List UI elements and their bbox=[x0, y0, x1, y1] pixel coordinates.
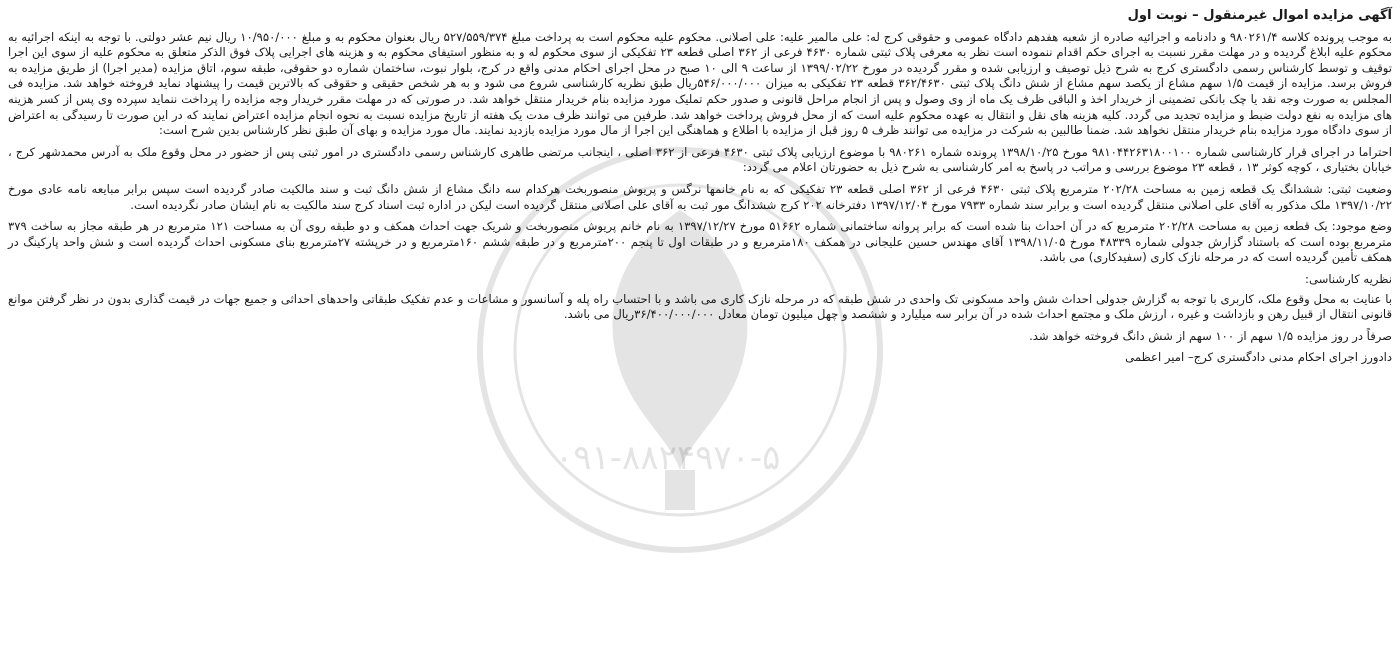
notice-paragraph-registration-status: وضعیت ثبتی: ششدانگ یک قطعه زمین به مساحت ۲۰۲/۲۸ مترمربع پلاک ثبتی ۴۶۳۰ فرعی از ۳۶۲ اصلی قطعه ۲۳ تفکیکی که به نام خانمها نرگس و پریوش منصوربخت هرکدام سه دانگ مشاع از شش دانگ ثبت و سند مالکیت صادر گردیده است سپس برابر مبایعه نامه عادی مورخ ۱۳۹۷/۱۰/۲۲ ملک مذکور به آقای علی اصلانی منتقل گردیده است و برابر سند شماره ۷۹۳۳ مورخ ۱۳۹۷/۱۲/۰۴ دفترخانه ۲۰۲ کرج ششدانگ مور ثبت به آقای علی اصلانی منتقل گردیده است لیکن در اداره ثبت اسناد کرج سند مالکیت به نام ایشان صادر نگردیده است. bbox=[8, 181, 1392, 212]
notice-paragraph-expert-order: احتراما در اجرای قرار کارشناسی شماره ۹۸۱۰۴۴۲۶۳۱۸۰۰۱۰۰ مورخ ۱۳۹۸/۱۰/۲۵ پرونده شماره ۹۸۰۲۶۱ با موضوع ارزیابی پلاک ثبتی ۴۶۳۰ فرعی از ۳۶۲ اصلی ، اینجانب مرتضی طاهری کارشناس رسمی دادگستری در امور ثبتی پس از حضور در محل وقوع ملک به آدرس محمدشهر کرج ، خیابان بختیاری ، کوچه کوثر ۱۳ ، قطعه ۲۳ موضوع بررسی و مراتب در پاسخ به امر کارشناسی به شرح ذیل به حضورتان اعلام می گردد: bbox=[8, 144, 1392, 175]
auction-notice bbox=[8, 8, 1392, 372]
notice-paragraph-current-status: وضع موجود: یک قطعه زمین به مساحت ۲۰۲/۲۸ مترمربع که در آن احداث بنا شده است که برابر پروانه ساختمانی شماره ۵۱۶۶۲ مورخ ۱۳۹۷/۱۲/۲۷ به نام خانم پریوش منصوربخت و شریک جهت احداث همکف و دو طبقه روی آن به مساحت ۱۲۱ مترمربع در هر طبقه مجاز به ساخت ۳۷۹ مترمربع بوده است که باستناد گزارش جدولی شماره ۴۸۳۳۹ مورخ ۱۳۹۸/۱۱/۰۵ آقای مهندس حسین علیجانی در همکف ۱۸۰مترمربع و در طبقات اول تا پنجم ۲۰۰مترمربع و در طبقه ششم ۱۶۰مترمربع و در خرپشته ۲۷مترمربع بنای مسکونی احداث گردیده است و شش واحد پارکینگ در همکف تأمین گردیده است که در مرحله نازک کاری (سفیدکاری) می باشد. bbox=[8, 219, 1393, 265]
notice-heading-expert-opinion: نظریه کارشناسی: bbox=[1305, 271, 1392, 286]
notice-paragraph-sale-share: صرفاً در روز مزایده ۱/۵ سهم از ۱۰۰ سهم از شش دانگ فروخته خواهد شد. bbox=[1029, 328, 1392, 343]
notice-paragraph-expert-opinion: با عنایت به محل وقوع ملک، کاربری با توجه به گزارش جدولی احداث شش واحد مسکونی تک واحدی در شش طبقه که در مرحله نازک کاری می باشد و با احتساب راه پله و آسانسور و مشاعات و عدم تفکیک طبقاتی واحدهای احداثی و جمیع جهات در قیمت گذاری بدون در نظر گرفتن موانع قانونی انتقال از قبیل رهن و بازداشت و غیره ، ارزش ملک و مجتمع احداث شده در آن برابر سه میلیارد و ششصد و چهل میلیون تومان معادل ۳۶/۴۰۰/۰۰۰/۰۰۰ریال می باشد. bbox=[8, 291, 1392, 322]
notice-title: آگهی مزایده اموال غیرمنقول – نوبت اول bbox=[1127, 8, 1392, 23]
watermark-phone: ۰۹۱-۸۸۲۴۹۷۰-۵ bbox=[555, 438, 781, 478]
notice-paragraph-case: به موجب پرونده کلاسه ۹۸۰۲۶۱/۴ و دادنامه و اجرائیه صادره از شعبه هفدهم دادگاه عمومی و حقوقی کرج له: علی مالمیر علیه: علی اصلانی. محکوم علیه محکوم است به پرداخت مبلغ ۵۲۷/۵۵۹/۳۷۴ ریال بعنوان محکوم به و مبلغ ۱۰/۹۵۰/۰۰۰ ریال نیم عشر دولتی. با توجه به اینکه اجرائیه به محکوم علیه ابلاغ گردیده و در مهلت مقرر نسبت به اجرای حکم اقدام ننموده است نظر به معرفی پلاک ثبتی شماره ۴۶۳۰ فرعی از ۳۶۲ اصلی قطعه ۲۳ تفکیکی از سوی محکوم له و به منظور استیفای محکوم به و هزینه های اجرایی پلاک فوق الذکر متعلق به محکوم علیه از سوی این اجرا توقیف و توسط کارشناس رسمی دادگستری کرج به شرح ذیل توصیف و ارزیابی شده و مقرر گردیده در مورخ ۱۳۹۹/۰۲/۲۲ از ساعت ۹ الی ۱۰ صبح در محل اجرای احکام مدنی واقع در کرج، بلوار نبوت، ساختمان شماره دو حقوقی، طبقه سوم، اتاق مزایده (مدیر اجرا) از طریق مزایده به فروش برسد. مزایده از قیمت ۱/۵ سهم مشاع از یکصد سهم مشاع از شش دانگ پلاک ثبتی ۳۶۲/۴۶۳۰ قطعه ۲۳ تفکیکی به میزان ۵۴۶/۰۰۰/۰۰۰ریال طبق نظریه کارشناسی شروع می شود و به هر شخص حقیقی و حقوقی که بالاترین قیمت را پیشنهاد نماید فروخته خواهد شد. مزایده فی المجلس به صورت وجه نقد یا چک بانکی تضمینی از خریدار اخذ و الباقی ظرف یک ماه از وی وصول و پس از انجام مراحل قانونی و صدور حکم تملیک مورد مزایده بنام خریدار منتقل خواهد شد. در صورتی که در مهلت مقرر خریدار وجه مزایده را پرداخت ننماید سپرده وی پس از کسر هزینه های مزایده به نفع دولت ضبط و مزایده تجدید می گردد. کلیه هزینه های نقل و انتقال به عهده محکوم علیه است که از محل فروش پرداخت خواهد شد. طرفین می توانند ظرف مدت یک هفته از تاریخ مزایده نسبت به نحوه انجام مزایده اعتراض نمایند که در این صورت تا رسیدگی به اعتراض از سوی دادگاه مورد مزایده بنام خریدار منتقل نخواهد شد. ضمنا طالبین به شرکت در مزایده می توانند ظرف ۵ روز قبل از مزایده با اطلاع و هماهنگی این اجرا از مال مورد مزایده بازدید نمایند. مال مورد مزایده و بهای آن طبق نظر کارشناس بدین شرح است: bbox=[8, 29, 1393, 138]
notice-signature: دادورز اجرای احکام مدنی دادگستری کرج– امیر اعظمی bbox=[1125, 350, 1392, 365]
